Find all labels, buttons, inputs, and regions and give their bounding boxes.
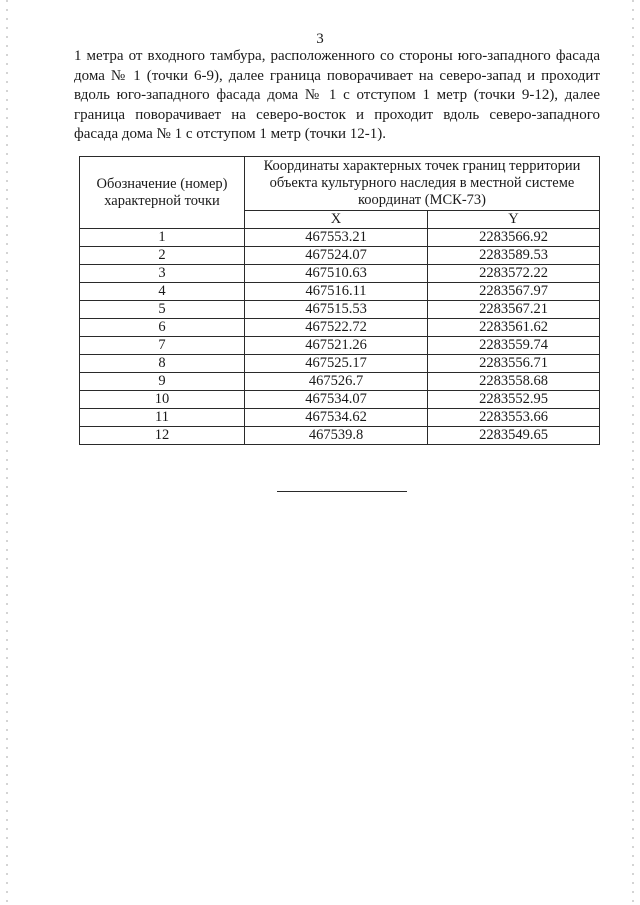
point-cell: 11	[80, 409, 245, 427]
page-number: 3	[316, 31, 324, 47]
x-cell: 467515.53	[245, 301, 428, 319]
y-cell: 2283559.74	[428, 337, 600, 355]
x-cell: 467524.07	[245, 247, 428, 265]
right-scan-edge	[632, 0, 634, 905]
table-row	[80, 229, 600, 247]
point-cell: 7	[80, 337, 245, 355]
x-cell: 467539.8	[245, 427, 428, 445]
point-cell: 6	[80, 319, 245, 337]
table-row	[80, 319, 600, 337]
point-cell: 12	[80, 427, 245, 445]
y-cell: 2283567.97	[428, 283, 600, 301]
table-row	[80, 301, 600, 319]
table-row	[80, 427, 600, 445]
table-header-row	[80, 157, 600, 211]
table-row	[80, 391, 600, 409]
y-cell: 2283556.71	[428, 355, 600, 373]
y-cell: 2283558.68	[428, 373, 600, 391]
y-cell: 2283589.53	[428, 247, 600, 265]
x-cell: 467553.21	[245, 229, 428, 247]
x-cell: 467522.72	[245, 319, 428, 337]
y-column-header: Y	[428, 211, 600, 229]
coordinates-group-header: Координаты характерных точек границ территории объекта культурного наследия в местной системе координат (МСК-73)	[245, 157, 600, 211]
y-cell: 2283566.92	[428, 229, 600, 247]
y-cell: 2283567.21	[428, 301, 600, 319]
y-cell: 2283572.22	[428, 265, 600, 283]
table-row	[80, 409, 600, 427]
point-cell: 3	[80, 265, 245, 283]
point-cell: 5	[80, 301, 245, 319]
y-cell: 2283552.95	[428, 391, 600, 409]
point-number-header: Обозначение (номер) характерной точки	[80, 157, 245, 229]
table-row	[80, 265, 600, 283]
x-cell: 467510.63	[245, 265, 428, 283]
y-cell: 2283561.62	[428, 319, 600, 337]
x-cell: 467534.62	[245, 409, 428, 427]
x-cell: 467525.17	[245, 355, 428, 373]
table-row	[80, 373, 600, 391]
boundary-description-paragraph: 1 метра от входного тамбура, расположенного со стороны юго-западного фасада дома № 1 (точки 6-9), далее граница поворачивает на северо-запад и проходит вдоль юго-западного фасада дома № 1 с отступом 1 метр (точки 9-12), далее граница поворачивает на северо-восток и проходит вдоль северо-западного фасада дома № 1 с отступом 1 метр (точки 12-1).	[74, 48, 600, 142]
x-cell: 467521.26	[245, 337, 428, 355]
closing-rule-divider	[277, 491, 407, 492]
table-row	[80, 355, 600, 373]
coordinates-table	[79, 156, 600, 445]
table-row	[80, 283, 600, 301]
point-cell: 1	[80, 229, 245, 247]
point-cell: 9	[80, 373, 245, 391]
table-row	[80, 247, 600, 265]
x-cell: 467516.11	[245, 283, 428, 301]
left-scan-edge	[6, 0, 8, 905]
x-cell: 467534.07	[245, 391, 428, 409]
x-cell: 467526.7	[245, 373, 428, 391]
point-cell: 2	[80, 247, 245, 265]
point-cell: 4	[80, 283, 245, 301]
y-cell: 2283553.66	[428, 409, 600, 427]
point-cell: 8	[80, 355, 245, 373]
y-cell: 2283549.65	[428, 427, 600, 445]
x-column-header: X	[245, 211, 428, 229]
table-row	[80, 337, 600, 355]
point-cell: 10	[80, 391, 245, 409]
